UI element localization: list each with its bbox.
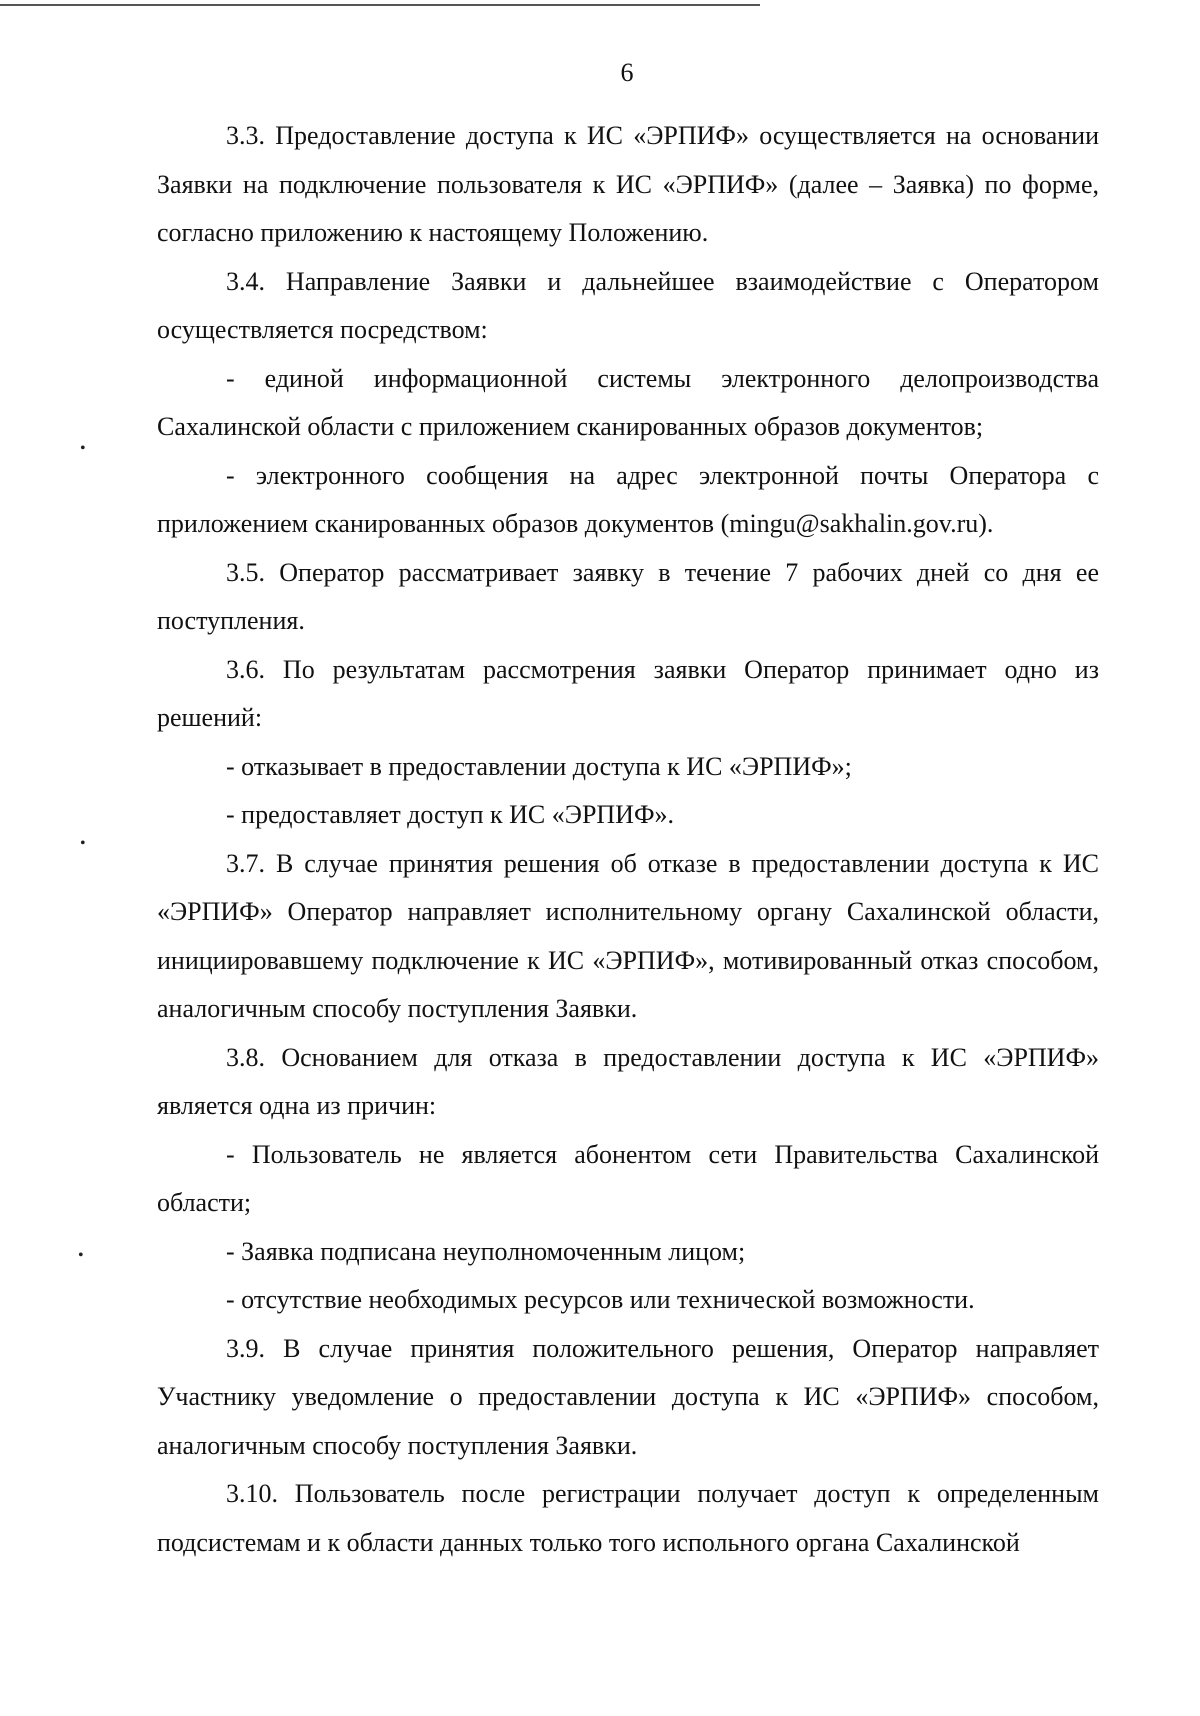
paragraph-3-8: 3.8. Основанием для отказа в предоставлении доступа к ИС «ЭРПИФ» является одна из причин: (157, 1042, 1099, 1120)
paragraph-3-10: 3.10. Пользователь после регистрации получает доступ к определенным подсистемам и к области данных только того испольного органа Сахалинской (157, 1479, 1099, 1557)
scan-speck-mark: • (78, 1247, 84, 1264)
list-item-email: - электронного сообщения на адрес электронной почты Оператора с приложением сканированных образов документов (mingu@sakhalin.gov.ru). (157, 460, 1099, 538)
document-body (157, 112, 1099, 1567)
scan-top-edge-line (0, 4, 760, 6)
paragraph-3-9: 3.9. В случае принятия положительного решения, Оператор направляет Участнику уведомление о предоставлении доступа к ИС «ЭРПИФ» способом, аналогичным способу поступления Заявки. (157, 1333, 1099, 1460)
list-item-grant: - предоставляет доступ к ИС «ЭРПИФ». (226, 800, 674, 829)
list-item-edms: - единой информационной системы электронного делопроизводства Сахалинской области с приложением сканированных образов документов; (157, 363, 1099, 441)
list-item-not-subscriber: - Пользователь не является абонентом сети Правительства Сахалинской области; (157, 1139, 1099, 1217)
list-item-refuse: - отказывает в предоставлении доступа к ИС «ЭРПИФ»; (226, 751, 852, 781)
list-item-no-resources: - отсутствие необходимых ресурсов или технической возможности. (226, 1285, 975, 1314)
paragraph-3-5: 3.5. Оператор рассматривает заявку в течение 7 рабочих дней со дня ее поступления. (157, 557, 1099, 635)
scan-speck-mark: • (80, 835, 86, 852)
scan-speck-mark: • (80, 440, 86, 457)
paragraph-3-6: 3.6. По результатам рассмотрения заявки Оператор принимает одно из решений: (157, 654, 1099, 732)
paragraph-3-3: 3.3. Предоставление доступа к ИС «ЭРПИФ» осуществляется на основании Заявки на подключение пользователя к ИС «ЭРПИФ» (далее – Заявка) по форме, согласно приложению к настоящему Положению. (157, 121, 1099, 247)
paragraph-3-7: 3.7. В случае принятия решения об отказе в предоставлении доступа к ИС «ЭРПИФ» Оператор направляет исполнительному органу Сахалинской области, инициировавшему подключение к ИС «ЭРПИФ», мотивированный отказ способом, аналогичным способу поступления Заявки. (157, 848, 1099, 1023)
list-item-unauthorized: - Заявка подписана неуполномоченным лицом; (226, 1236, 746, 1266)
page-number: 6 (620, 58, 634, 87)
paragraph-3-4: 3.4. Направление Заявки и дальнейшее взаимодействие с Оператором осуществляется посредством: (157, 266, 1099, 344)
